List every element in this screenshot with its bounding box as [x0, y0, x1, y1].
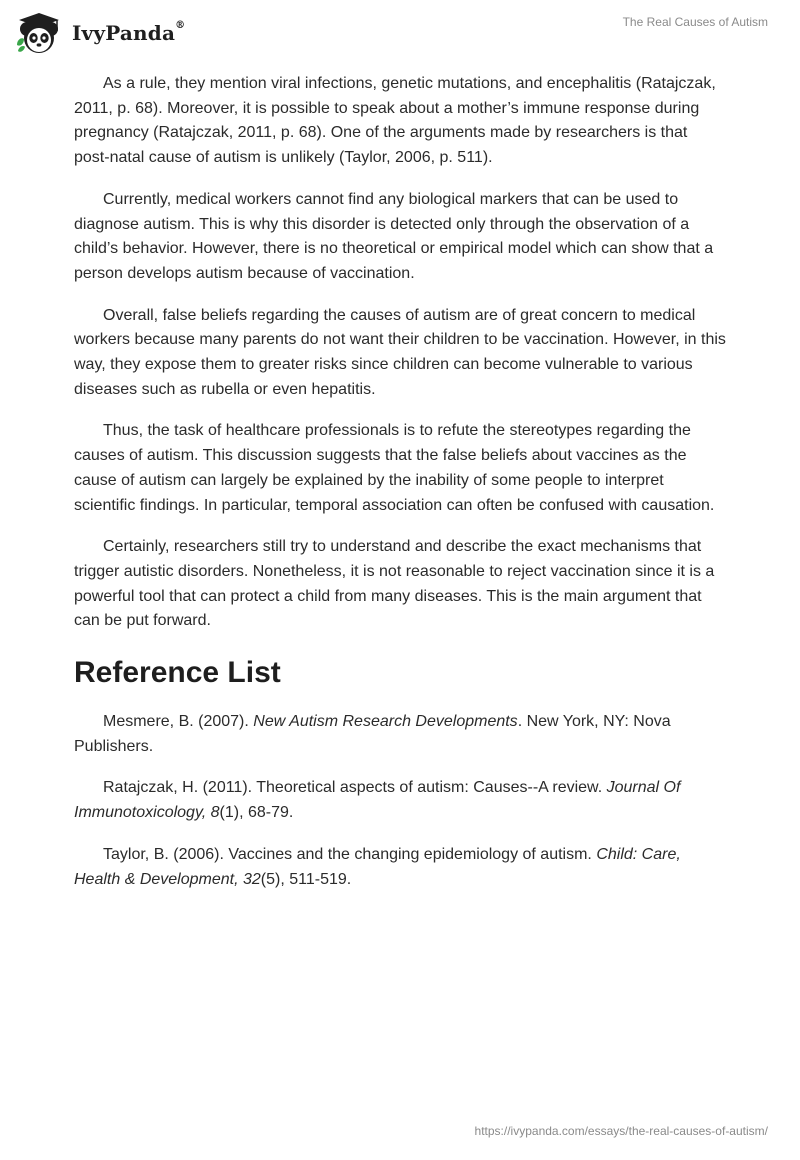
reference-item [74, 710, 726, 759]
reference-text: Ratajczak, H. (2011). Theoretical aspects of autism: Causes--A review. [103, 779, 607, 797]
reference-text: (1), 68-79. [219, 804, 294, 822]
brand-logo[interactable] [14, 7, 185, 59]
source-url[interactable]: https://ivypanda.com/essays/the-real-causes-of-autism/ [474, 1124, 768, 1138]
reference-text: Mesmere, B. (2007). [103, 713, 254, 731]
reference-item [74, 843, 726, 892]
registered-mark: ® [175, 20, 186, 32]
reference-title: Child: Care, Health & Development, 32 [74, 845, 681, 888]
reference-list-heading: Reference List [74, 656, 281, 690]
body-paragraph: Overall, false beliefs regarding the causes of autism are of great concern to medical workers because many parents do not want their children to be vaccination. However, in this way, they expose them to greater risks since children can become vulnerable to various diseases such as rubella or even hepatitis. [74, 306, 726, 398]
reference-title: Journal Of Immunotoxicology, 8 [74, 779, 681, 822]
brand-name: IvyPanda® [72, 20, 186, 45]
panda-graduate-icon [14, 9, 66, 57]
page-header [0, 0, 800, 70]
document-title: The Real Causes of Autism [622, 15, 768, 29]
reference-item [74, 776, 726, 825]
body-paragraph: As a rule, they mention viral infections, genetic mutations, and encephalitis (Ratajczak, 2011, p. 68). Moreover, it is possible to speak about a mother’s immune response during pregnancy (Ratajczak, 2011, p. 68). One of the arguments made by researchers is that post-natal cause of autism is unlikely (Taylor, 2006, p. 511). [74, 75, 716, 167]
body-paragraph: Certainly, researchers still try to understand and describe the exact mechanisms that trigger autistic disorders. Nonetheless, it is not reasonable to reject vaccination since it is a powerful tool that can protect a child from many diseases. This is the main argument that can be put forward. [74, 538, 715, 630]
essay-content [74, 72, 726, 909]
reference-title: New Autism Research Developments [253, 713, 518, 731]
reference-text: . New York, NY: Nova Publishers. [74, 713, 671, 755]
reference-text: Taylor, B. (2006). Vaccines and the changing epidemiology of autism. [103, 845, 597, 863]
body-paragraph: Thus, the task of healthcare professionals is to refute the stereotypes regarding the causes of autism. This discussion suggests that the false beliefs about vaccines as the cause of autism can largely be explained by the inability of some people to interpret scientific findings. In particular, temporal association can often be confused with causation. [74, 422, 715, 514]
reference-text: (5), 511-519. [260, 870, 352, 888]
body-paragraph: Currently, medical workers cannot find any biological markers that can be used to diagnose autism. This is why this disorder is detected only through the observation of a child’s behavior. However, there is no theoretical or empirical model which can show that a person develops autism because of vaccination. [74, 190, 714, 282]
